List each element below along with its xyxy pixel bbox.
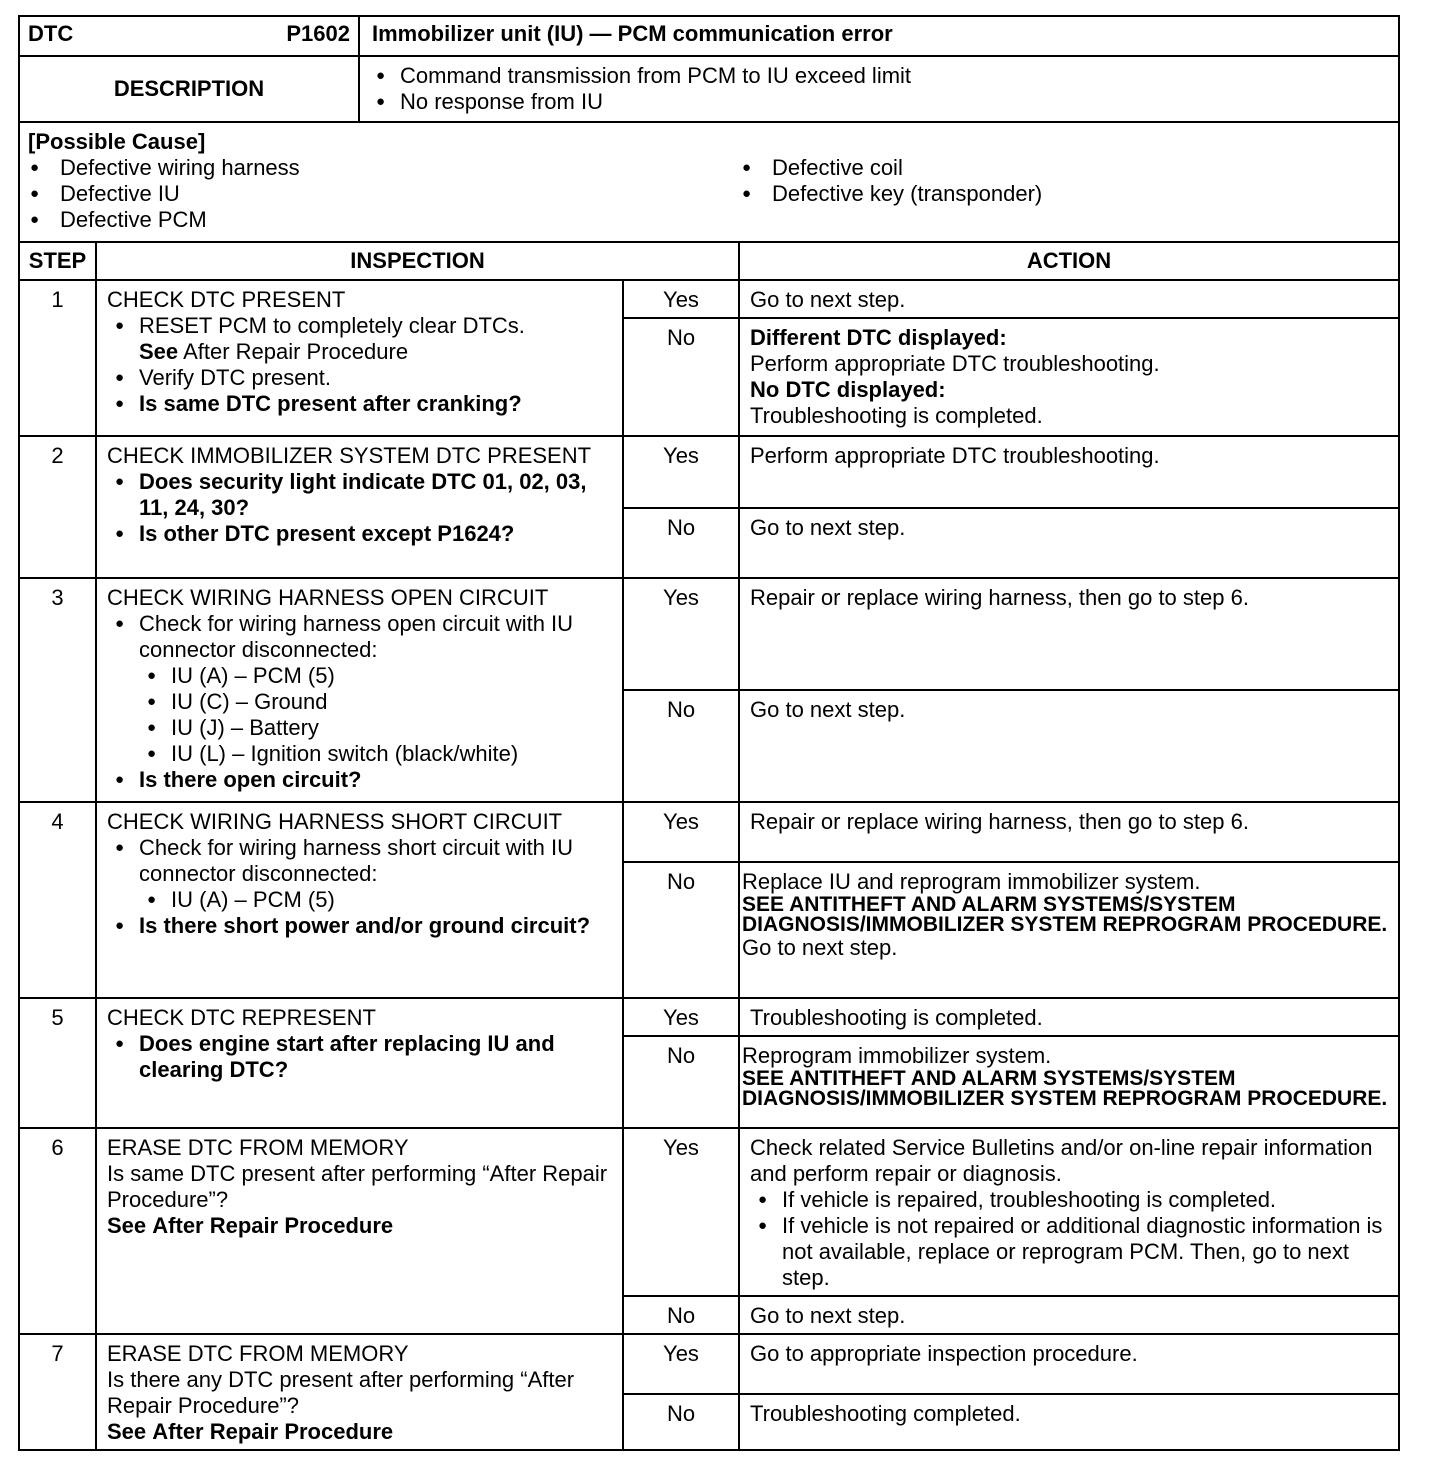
answer-no: No: [623, 508, 739, 578]
circuit-item: ● IU (L) – Ignition switch (black/white): [139, 741, 612, 767]
bullet-text: Check for wiring harness open circuit with IU connector disconnected:: [139, 611, 574, 662]
circuit-item: ● IU (A) – PCM (5): [139, 663, 612, 689]
dtc-code: P1602: [286, 21, 350, 46]
reference-text: SEE ANTITHEFT AND ALARM SYSTEMS/SYSTEM DIAGNOSIS/IMMOBILIZER SYSTEM REPROGRAM PROCEDURE.: [742, 893, 1388, 936]
inspection-bullet: ● Verify DTC present.: [107, 365, 612, 391]
description-label: DESCRIPTION: [19, 56, 359, 122]
see-reference: After Repair Procedure: [152, 1419, 394, 1444]
action-yes: Perform appropriate DTC troubleshooting.: [739, 436, 1399, 508]
answer-no: No: [623, 862, 739, 998]
inspection-question: Is there any DTC present after performing “After Repair Procedure”?: [107, 1367, 575, 1418]
answer-yes: Yes: [623, 1334, 739, 1394]
step-title: ERASE DTC FROM MEMORY: [107, 1135, 409, 1160]
cause-item: ● Defective PCM: [28, 207, 740, 233]
inspection-question: ● Does engine start after replacing IU and clearing DTC?: [107, 1031, 612, 1083]
inspection-question: ● Is other DTC present except P1624?: [107, 521, 612, 547]
step-title: CHECK DTC PRESENT: [107, 287, 346, 312]
step-number: 4: [19, 802, 96, 998]
inspection-bullet: [107, 611, 612, 767]
bullet-text: Check for wiring harness short circuit with IU connector disconnected:: [139, 835, 574, 886]
inspection-question: Is same DTC present after performing “After Repair Procedure”?: [107, 1161, 608, 1212]
action-no: Troubleshooting completed.: [739, 1394, 1399, 1450]
inspection-question: ● Is there short power and/or ground circuit?: [107, 913, 612, 939]
cause-item: ● Defective key (transponder): [740, 181, 1042, 207]
action-no: [739, 318, 1399, 436]
action-yes: Go to next step.: [739, 280, 1399, 318]
action-text: Reprogram immobilizer system.: [742, 1043, 1052, 1068]
step-number: 5: [19, 998, 96, 1128]
dtc-label: DTC: [28, 21, 74, 46]
step-number: 7: [19, 1334, 96, 1450]
dtc-header-table: [18, 15, 1400, 243]
answer-yes: Yes: [623, 578, 739, 690]
answer-yes: Yes: [623, 280, 739, 318]
action-yes: Troubleshooting is completed.: [739, 998, 1399, 1036]
action-no: [739, 1036, 1399, 1128]
action-yes: Repair or replace wiring harness, then go to step 6.: [739, 802, 1399, 862]
reference-text: SEE ANTITHEFT AND ALARM SYSTEMS/SYSTEM DIAGNOSIS/IMMOBILIZER SYSTEM REPROGRAM PROCEDURE.: [742, 1067, 1388, 1110]
action-yes: Repair or replace wiring harness, then go to step 6.: [739, 578, 1399, 690]
inspection-bullet: [107, 835, 612, 913]
action-no: Go to next step.: [739, 690, 1399, 802]
step-number: 1: [19, 280, 96, 436]
causes-left: [28, 155, 740, 233]
step-title: CHECK IMMOBILIZER SYSTEM DTC PRESENT: [107, 443, 592, 468]
answer-no: No: [623, 1036, 739, 1128]
column-header-inspection: INSPECTION: [96, 242, 739, 280]
action-text: Troubleshooting is completed.: [750, 403, 1043, 428]
inspection-question: ● Does security light indicate DTC 01, 02, 03, 11, 24, 30?: [107, 469, 612, 521]
bullet-text: RESET PCM to completely clear DTCs.: [139, 313, 525, 338]
column-header-step: STEP: [19, 242, 96, 280]
action-text: Perform appropriate DTC troubleshooting.: [750, 351, 1160, 376]
see-reference: After Repair Procedure: [152, 1213, 394, 1238]
possible-cause-label: [Possible Cause]: [28, 129, 206, 154]
answer-no: No: [623, 1296, 739, 1334]
inspection-bullet: [107, 313, 612, 365]
cause-item: ● Defective IU: [28, 181, 740, 207]
step-title: ERASE DTC FROM MEMORY: [107, 1341, 409, 1366]
see-label: See: [107, 1213, 147, 1238]
action-text: Go to next step.: [742, 935, 898, 960]
answer-yes: Yes: [623, 1128, 739, 1296]
action-no: Go to next step.: [739, 1296, 1399, 1334]
answer-yes: Yes: [623, 998, 739, 1036]
answer-yes: Yes: [623, 802, 739, 862]
step-number: 2: [19, 436, 96, 578]
action-no: [739, 862, 1399, 998]
step-title: CHECK WIRING HARNESS OPEN CIRCUIT: [107, 585, 549, 610]
answer-no: No: [623, 1394, 739, 1450]
step-inspection: [96, 578, 623, 802]
action-no: Go to next step.: [739, 508, 1399, 578]
step-number: 3: [19, 578, 96, 802]
cause-item: ● Defective wiring harness: [28, 155, 740, 181]
see-reference: After Repair Procedure: [183, 339, 409, 364]
action-heading: No DTC displayed:: [750, 377, 946, 402]
step-number: 6: [19, 1128, 96, 1334]
action-heading: Different DTC displayed:: [750, 325, 1007, 350]
cause-item: ● Defective coil: [740, 155, 1042, 181]
column-header-action: ACTION: [739, 242, 1399, 280]
dtc-title: Immobilizer unit (IU) — PCM communication error: [359, 16, 1399, 56]
description-item: ● Command transmission from PCM to IU exceed limit: [368, 63, 1386, 89]
step-title: CHECK DTC REPRESENT: [107, 1005, 376, 1030]
answer-yes: Yes: [623, 436, 739, 508]
action-text: Replace IU and reprogram immobilizer system.: [742, 869, 1201, 894]
see-label: See: [139, 339, 179, 364]
step-inspection: [96, 436, 623, 578]
causes-right: [740, 155, 1042, 233]
inspection-question: ● Is there open circuit?: [107, 767, 612, 793]
inspection-steps-table: [18, 241, 1400, 1451]
step-inspection: [96, 998, 623, 1128]
action-bullet: ● If vehicle is repaired, troubleshooting is completed.: [750, 1187, 1388, 1213]
possible-causes: [19, 122, 1399, 242]
description-items: [359, 56, 1399, 122]
circuit-item: ● IU (A) – PCM (5): [139, 887, 612, 913]
answer-no: No: [623, 690, 739, 802]
step-inspection: [96, 280, 623, 436]
step-inspection: [96, 1128, 623, 1334]
answer-no: No: [623, 318, 739, 436]
dtc-document: [18, 15, 1398, 1451]
action-yes: Go to appropriate inspection procedure.: [739, 1334, 1399, 1394]
inspection-question: ● Is same DTC present after cranking?: [107, 391, 612, 417]
description-item: ● No response from IU: [368, 89, 1386, 115]
circuit-item: ● IU (J) – Battery: [139, 715, 612, 741]
circuit-item: ● IU (C) – Ground: [139, 689, 612, 715]
action-yes: [739, 1128, 1399, 1296]
step-inspection: [96, 802, 623, 998]
step-title: CHECK WIRING HARNESS SHORT CIRCUIT: [107, 809, 563, 834]
see-label: See: [107, 1419, 147, 1444]
step-inspection: [96, 1334, 623, 1450]
action-text: Check related Service Bulletins and/or on-line repair information and perform repair or diagnosis.: [750, 1135, 1373, 1186]
dtc-cell: [19, 16, 359, 56]
action-bullet: ● If vehicle is not repaired or additional diagnostic information is not available, replace or reprogram PCM. Then, go to next step.: [750, 1213, 1388, 1291]
